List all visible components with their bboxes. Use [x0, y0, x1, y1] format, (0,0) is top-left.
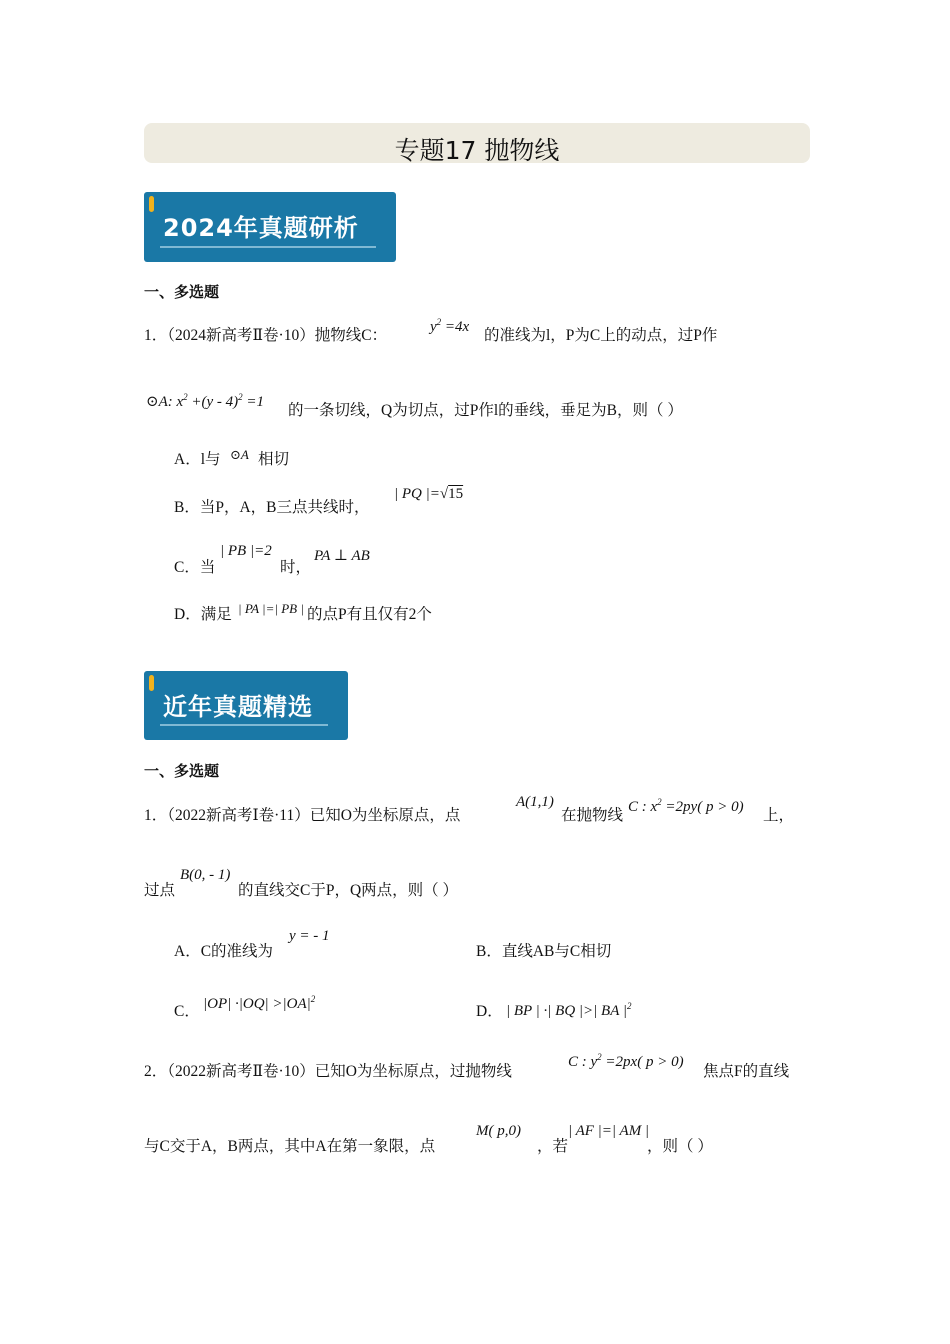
- banner-recent-label: 近年真题精选: [163, 693, 313, 721]
- q2024-stem-prefix: 1．（2024新高考Ⅱ卷·10）抛物线C：: [144, 327, 388, 344]
- q1-option-c-math: $|OP| \cdot|OQ| >|OA|^2$: [203, 994, 316, 1012]
- q1-option-d-math: | BP | ·| BQ |>| BA $|^2$: [506, 1001, 632, 1019]
- banner-underline: [160, 724, 328, 726]
- q2-eq-condition: | AF |=| AM |: [568, 1123, 650, 1139]
- q1-option-a-pre: A．C的准线为: [174, 943, 274, 960]
- q2024-option-c-math2: PA ⊥ AB: [314, 548, 370, 564]
- section-heading-2: 一、多选题: [144, 762, 220, 780]
- q1-stem-pre: 1．（2022新高考Ⅰ卷·11）已知O为坐标原点，点: [144, 807, 461, 824]
- q2024-option-d-pre: D．满足: [174, 606, 232, 623]
- section-heading-1: 一、多选题: [144, 283, 220, 301]
- q2024-option-c-pre: C．当: [174, 559, 216, 576]
- q1-option-a-math: y = - 1: [289, 928, 330, 944]
- banner-accent: [149, 675, 154, 691]
- q2024-option-b-math: | PQ |=√15: [394, 486, 464, 502]
- q2024-stem-2-tail: 的一条切线，Q为切点，过P作l的垂线，垂足为B，则（ ）: [288, 402, 683, 419]
- q2024-stem-tail: 的准线为l，P为C上的动点，过P作: [484, 327, 718, 344]
- q2-stem-pre: 2．（2022新高考Ⅱ卷·10）已知O为坐标原点，过抛物线: [144, 1063, 512, 1080]
- page-title: 专题17 抛物线: [394, 136, 560, 165]
- q2024-option-b-pre: B．当P，A，B三点共线时，: [174, 499, 370, 516]
- q2024-option-a-pre: A．l与: [174, 451, 221, 468]
- banner-underline: [160, 246, 376, 248]
- q1-option-c-pre: C．: [174, 1003, 200, 1020]
- q2024-option-c-mid: 时，: [280, 559, 312, 576]
- q1-option-d-pre: D．: [476, 1003, 503, 1020]
- q1-stem-tail: 上，: [763, 807, 795, 824]
- q1-eq-point-a: A(1,1): [516, 794, 554, 810]
- banner-2024: [144, 192, 396, 262]
- q2024-option-d-math: | PA |=| PB |: [238, 601, 304, 616]
- q1-stem-mid: 在抛物线: [561, 807, 624, 824]
- q1-eq-point-b: B(0, - 1): [180, 867, 231, 883]
- q2-stem-tail: 焦点F的直线: [703, 1063, 790, 1080]
- banner-2024-label: 2024年真题研析: [163, 214, 359, 242]
- q2024-option-c-math: | PB |=2: [220, 543, 272, 559]
- q2024-eq-parabola: $y^2 =4x$: [430, 317, 470, 335]
- banner-accent: [149, 196, 154, 212]
- q2-eq-point-m: M( p,0): [476, 1123, 521, 1139]
- q1-eq-parabola: C : $x^2 =2py$( p > 0): [628, 797, 744, 815]
- q2024-stem-1: [144, 326, 387, 346]
- q2-line2-tail: ，则（ ）: [647, 1138, 713, 1155]
- q2-line2-pre: 与C交于A，B两点，其中A在第一象限，点: [144, 1138, 436, 1155]
- q1-option-b: B．直线AB与C相切: [476, 943, 612, 960]
- q2024-eq-circle: ⊙A: $x^2 +(y - 4)^2 =1$: [146, 392, 265, 410]
- banner-recent: [144, 671, 348, 740]
- q2-eq-parabola: C : $y^2 =2px$( p > 0): [568, 1052, 684, 1070]
- q2024-option-d-post: 的点P有且仅有2个: [307, 606, 432, 623]
- q2024-option-a-math: ⊙A: [230, 447, 249, 462]
- q1-line2-pre: 过点: [144, 882, 176, 899]
- q2024-option-a-post: 相切: [258, 451, 290, 468]
- q1-line2-tail: 的直线交C于P，Q两点，则（ ）: [238, 882, 459, 899]
- q2-line2-mid: ，若: [537, 1138, 569, 1155]
